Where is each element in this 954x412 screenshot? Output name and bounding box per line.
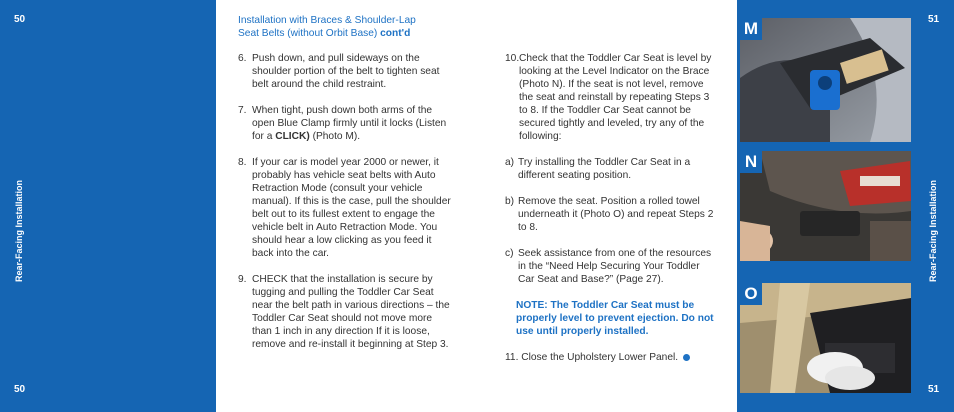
sub-item-a — [505, 156, 717, 182]
photo-o — [740, 283, 911, 393]
step-7 — [238, 104, 452, 143]
photo-letter-m: M — [740, 18, 762, 40]
left-sidebar — [0, 0, 216, 412]
photo-panel — [737, 0, 917, 412]
sub-item-text: Remove the seat. Position a rolled towel underneath it (Photo O) and repeat Steps 2 to 8. — [518, 196, 714, 233]
page-number-bottom-right: 51 — [928, 384, 940, 395]
section-label-right: Rear-Facing Installation — [928, 179, 938, 282]
level-indicator-photo — [740, 151, 911, 261]
step-text: Check that the Toddler Car Seat is level by looking at the Level Indicator on the Brace (Photo N). If the seat is not level, remove the seat and reinstall by repeating Steps 3 to 8. If the Toddler Car Seat cannot be secured tightly and leveled, try any of the following: — [519, 53, 712, 142]
section-header — [238, 14, 416, 40]
header-contd: cont'd — [380, 28, 411, 39]
step-11 — [505, 351, 717, 364]
header-line-2: Seat Belts (without Orbit Base) — [238, 28, 378, 39]
step-number: 8. — [238, 157, 247, 168]
right-sidebar — [917, 0, 954, 412]
sub-item-label: c) — [505, 248, 514, 259]
step-number: 10. — [505, 53, 520, 64]
step-text: When tight, push down both arms of the open Blue Clamp firmly until it locks (Listen for a — [252, 105, 447, 142]
step-number: 9. — [238, 274, 247, 285]
photo-m — [740, 18, 911, 142]
photo-letter-o: O — [740, 283, 762, 305]
step-number: 11. — [505, 352, 519, 363]
section-label-left: Rear-Facing Installation — [14, 179, 24, 282]
step-text: Close the Upholstery Lower Panel. — [521, 352, 679, 363]
blue-clamp-photo — [740, 18, 911, 142]
step-text: If your car is model year 2000 or newer, it probably has vehicle seat belts with Auto Retraction Mode (consult your vehicle manual). If this is the case, pull the shoulder belt out to its fullest extent to engage the vehicle belt in Auto Retraction Mode. You should hear a low clicking as you feed it back into the car. — [252, 157, 451, 259]
step-number: 7. — [238, 105, 247, 116]
page-number-top-left: 50 — [14, 14, 26, 25]
safety-note: NOTE: The Toddler Car Seat must be properly level to prevent ejection. Do not use until properly installed. — [516, 300, 714, 337]
sub-item-b — [505, 195, 717, 234]
left-text-column — [238, 52, 452, 364]
rolled-towel-photo — [740, 283, 911, 393]
page-number-bottom-left: 50 — [14, 384, 26, 395]
sub-item-text: Seek assistance from one of the resources in the “Need Help Securing Your Toddler Car Seat and Base?” (Page 27). — [518, 248, 712, 285]
step-text: CHECK that the installation is secure by tugging and pulling the Toddler Car Seat near the belt path in various directions – the Toddler Car Seat should not move more than 1 inch in any direction If it is loose, remove and re-install it beginning at Step 3. — [252, 274, 450, 350]
page-number-top-right: 51 — [928, 14, 940, 25]
step-8 — [238, 156, 452, 260]
sub-item-text: Try installing the Toddler Car Seat in a different seating position. — [518, 157, 691, 181]
step-text-bold: CLICK) — [275, 131, 310, 142]
sub-item-label: a) — [505, 157, 515, 168]
step-number: 6. — [238, 53, 247, 64]
end-bullet-icon — [683, 354, 690, 361]
step-10 — [505, 52, 717, 143]
right-text-column — [505, 52, 717, 377]
sub-item-label: b) — [505, 196, 515, 207]
step-text: (Photo M). — [309, 131, 361, 142]
photo-letter-n: N — [740, 151, 762, 173]
step-6 — [238, 52, 452, 91]
step-9 — [238, 273, 452, 351]
sub-item-c — [505, 247, 717, 286]
header-line-1: Installation with Braces & Shoulder-Lap — [238, 15, 416, 26]
photo-n — [740, 151, 911, 261]
step-text: Push down, and pull sideways on the shoulder portion of the belt to tighten seat belt around the child restraint. — [252, 53, 440, 90]
